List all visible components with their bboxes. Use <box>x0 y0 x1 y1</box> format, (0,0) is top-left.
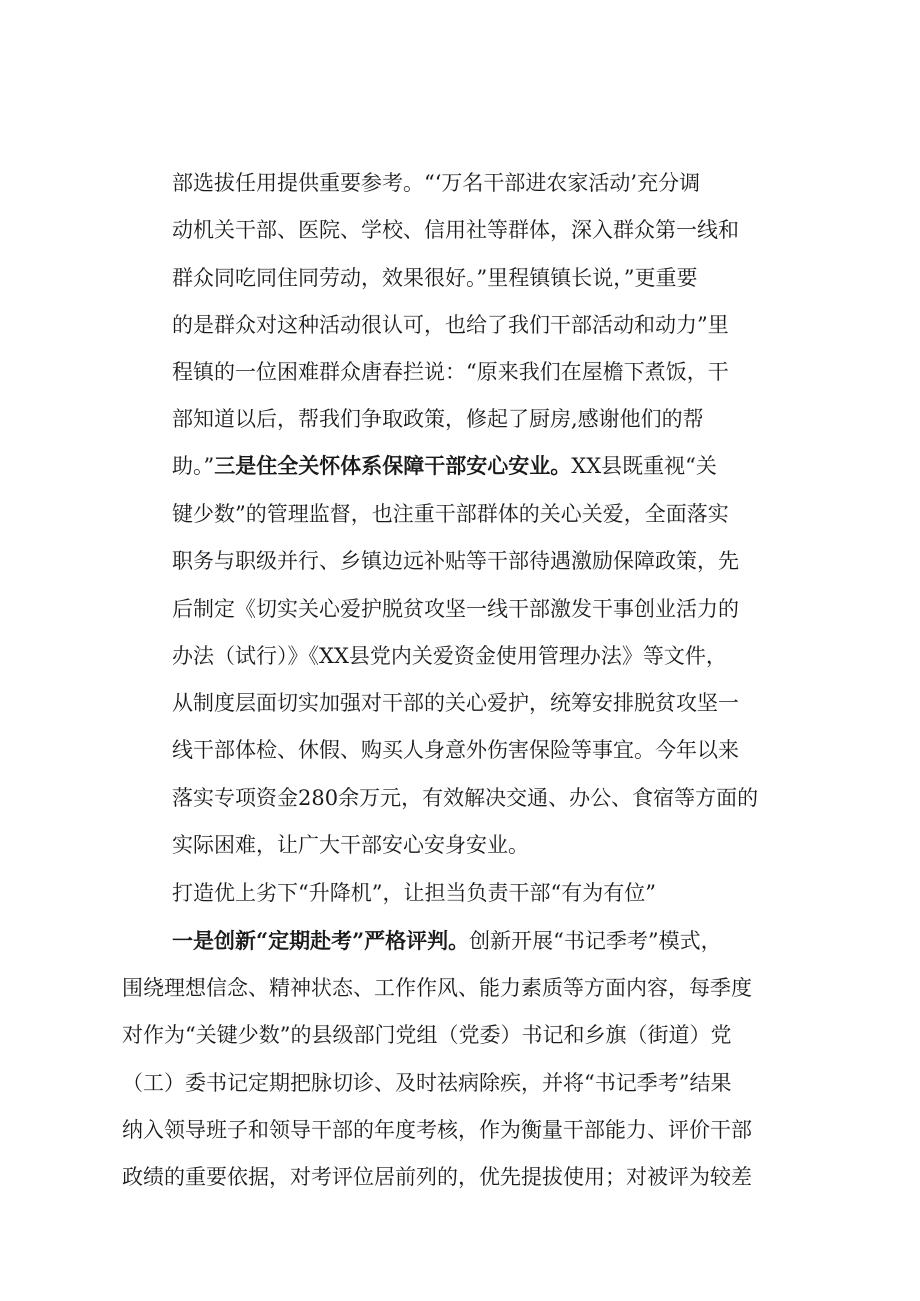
text-line-1 <box>172 170 796 196</box>
text-segment: 线干部体检、休假、购买人身意外伤害保险等事宜。今年以来 <box>172 738 739 762</box>
text-line-9 <box>172 548 796 574</box>
text-segment: 创新开展“书记季考”模式， <box>469 929 722 953</box>
text-segment: 落实专项资金280余万元，有效解决交通、办公、食宿等方面的 <box>172 786 759 810</box>
text-segment: （工）委书记定期把脉切诊、及时祛病除疾，并将“书记季考”结果 <box>122 1071 732 1095</box>
text-segment: 后制定《切实关心爱护脱贫攻坚一线干部激发干事创业活力的 <box>172 597 739 621</box>
text-segment: 职务与职级并行、乡镇边远补贴等干部待遇激励保障政策，先 <box>172 549 739 573</box>
text-segment: 打造优上劣下“升降机”，让担当负责干部“有为有位” <box>172 881 656 905</box>
text-segment: 群众同吃同住同劳动，效果很好。”里程镇镇长说，”更重要 <box>172 266 698 290</box>
text-line-3 <box>172 265 796 291</box>
text-line-13 <box>172 737 796 763</box>
text-segment: 助。” <box>172 454 215 478</box>
text-segment: 办法（试行）》《XX县党内关爱资金使用管理办法》等文件， <box>172 644 727 668</box>
text-line-14 <box>172 785 806 811</box>
text-line-4 <box>172 312 796 338</box>
text-segment: 部知道以后，帮我们争取政策，修起了厨房,感谢他们的帮 <box>172 407 704 431</box>
section-heading-line <box>172 880 747 906</box>
text-line-7 <box>172 453 796 479</box>
text-line-21 <box>122 1117 806 1143</box>
text-line-6 <box>172 406 766 432</box>
text-line-2 <box>172 217 796 243</box>
text-segment: 的是群众对这种活动很认可，也给了我们干部活动和动力”里 <box>172 313 729 337</box>
text-segment: 从制度层面切实加强对干部的关心爱护，统筹安排脱贫攻坚一 <box>172 691 739 715</box>
text-segment: XX县既重视“关 <box>571 454 717 478</box>
text-segment: 政绩的重要依据，对考评位居前列的，优先提拔使用；对被评为较差 <box>122 1165 752 1189</box>
text-line-5 <box>172 359 796 385</box>
text-segment: 键少数”的管理监督，也注重干部群体的关心关爱，全面落实 <box>172 502 729 526</box>
text-line-19 <box>122 1022 806 1048</box>
text-line-11 <box>172 643 780 669</box>
text-line-17 <box>172 928 802 954</box>
text-line-8 <box>172 501 796 527</box>
text-line-22 <box>122 1164 806 1190</box>
text-segment: 程镇的一位困难群众唐春拦说：“原来我们在屋檐下煮饭，干 <box>172 360 729 384</box>
text-line-12 <box>172 690 796 716</box>
text-segment: 围绕理想信念、精神状态、工作作风、能力素质等方面内容，每季度 <box>122 976 752 1000</box>
text-line-20 <box>122 1070 806 1096</box>
text-segment: 实际困难，让广大干部安心安身安业。 <box>172 833 529 857</box>
text-line-15 <box>172 832 564 858</box>
text-segment: 对作为“关键少数”的县级部门党组（党委）书记和乡旗（街道）党 <box>122 1023 732 1047</box>
text-line-18 <box>122 975 806 1001</box>
bold-heading-segment: 三是住全关怀体系保障干部安心安业。 <box>214 453 572 478</box>
text-segment: 纳入领导班子和领导干部的年度考核，作为衡量干部能力、评价干部 <box>122 1118 752 1142</box>
text-segment: 动机关干部、医院、学校、信用社等群体，深入群众第一线和 <box>172 218 739 242</box>
text-line-10 <box>172 596 796 622</box>
text-segment: 部选拔任用提供重要参考。“‘万名干部进农家活动’充分调 <box>172 171 701 195</box>
bold-heading-segment: 一是创新“定期赴考”严格评判。 <box>172 928 470 953</box>
